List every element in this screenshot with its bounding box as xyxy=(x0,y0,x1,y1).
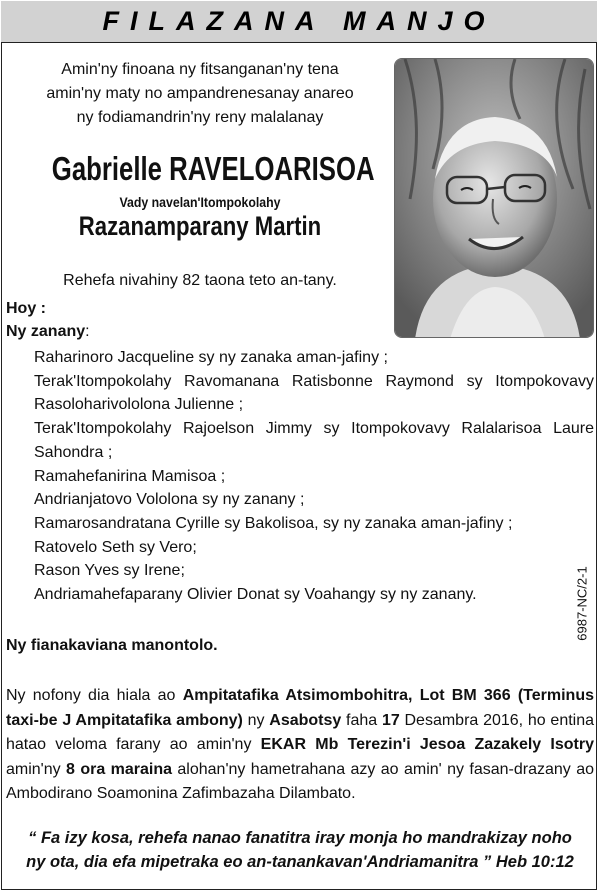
spouse-label: Vady navelan'Itompokolahy xyxy=(119,194,281,210)
children-colon: : xyxy=(85,323,90,340)
notice-header xyxy=(1,1,597,43)
list-item: Ratovelo Seth sy Vero; xyxy=(34,538,197,556)
intro-line: amin'ny maty no ampandrenesanay anareo xyxy=(46,85,354,102)
spouse-name: Razanamparany Martin xyxy=(78,211,322,241)
list-item: Rasoloharivololona Julienne ; xyxy=(34,396,244,414)
funeral-text: Desambra 2016, ho entina hatao veloma farany ao amin'ny xyxy=(6,711,595,753)
funeral-details xyxy=(6,684,594,807)
family-signature: Ny fianakaviana manontolo. xyxy=(6,637,218,654)
list-item: Terak'Itompokolahy Ravomanana Ratisbonne Raymond sy Itompokovavy xyxy=(34,372,594,390)
age-line: Rehefa nivahiny 82 taona teto an-tany. xyxy=(63,272,337,289)
list-item: Ramahefanirina Mamisoa ; xyxy=(34,467,226,485)
children-label: Ny zanany xyxy=(6,323,86,340)
intro-line: ny fodiamandrin'ny reny malalanay xyxy=(76,109,324,126)
bible-verse xyxy=(6,826,594,874)
funeral-text: faha xyxy=(341,711,382,729)
funeral-text: alohan'ny hametrahana azy ao amin' ny fasan-drazany ao Ambodirano Soamonina Zafimbazaha Dilambato. xyxy=(6,760,594,802)
list-item: Ramarosandratana Cyrille sy Bakolisoa, sy ny zanaka aman-jafiny ; xyxy=(34,514,513,532)
list-item: Terak'Itompokolahy Rajoelson Jimmy sy Itompokovavy Ralalarisoa Laure xyxy=(34,420,594,438)
funeral-address: Ampitatafika Atsimombohitra, Lot BM 366 (Terminus taxi-be J Ampitatafika ambony) xyxy=(6,687,594,729)
verse-line: ny ota, dia efa mipetraka eo an-tanankavan'Andriamanitra ” Heb 10:12 xyxy=(26,853,574,871)
portrait-photo-icon xyxy=(394,58,594,338)
funeral-church: EKAR Mb Terezin'i Jesoa Zazakely Isotry xyxy=(260,736,594,753)
children-heading xyxy=(6,323,90,341)
funeral-text: ny xyxy=(242,711,270,729)
list-item: Andrianjatovo Vololona sy ny zanany ; xyxy=(34,491,305,509)
verse-line: “ Fa izy kosa, rehefa nanao fanatitra iray monja ho mandrakizay noho xyxy=(28,829,572,847)
intro-line: Amin'ny finoana ny fitsanganan'ny tena xyxy=(61,61,339,78)
deceased-name: Gabrielle RAVELOARISOA xyxy=(51,150,375,187)
funeral-date: 17 xyxy=(381,711,400,729)
ad-code-text: 6987-NC/2-1 xyxy=(574,565,590,641)
list-item: Raharinoro Jacqueline sy ny zanaka aman-jafiny ; xyxy=(34,349,388,366)
list-item: Rason Yves sy Irene; xyxy=(34,562,185,580)
funeral-time: 8 ora maraina xyxy=(66,760,172,778)
hoy-label: Hoy : xyxy=(6,300,46,317)
list-item: Sahondra ; xyxy=(34,443,113,461)
ad-code xyxy=(570,560,594,646)
funeral-text: Ny nofony dia hiala ao xyxy=(6,687,183,704)
notice-title: FILAZANA MANJO xyxy=(102,6,496,36)
list-item: Andriamahefaparany Olivier Donat sy Voahangy sy ny zanany. xyxy=(34,586,477,604)
funeral-day: Asabotsy xyxy=(269,711,342,729)
intro-text xyxy=(10,58,390,130)
funeral-text: amin'ny xyxy=(6,760,67,778)
children-list xyxy=(34,346,594,607)
